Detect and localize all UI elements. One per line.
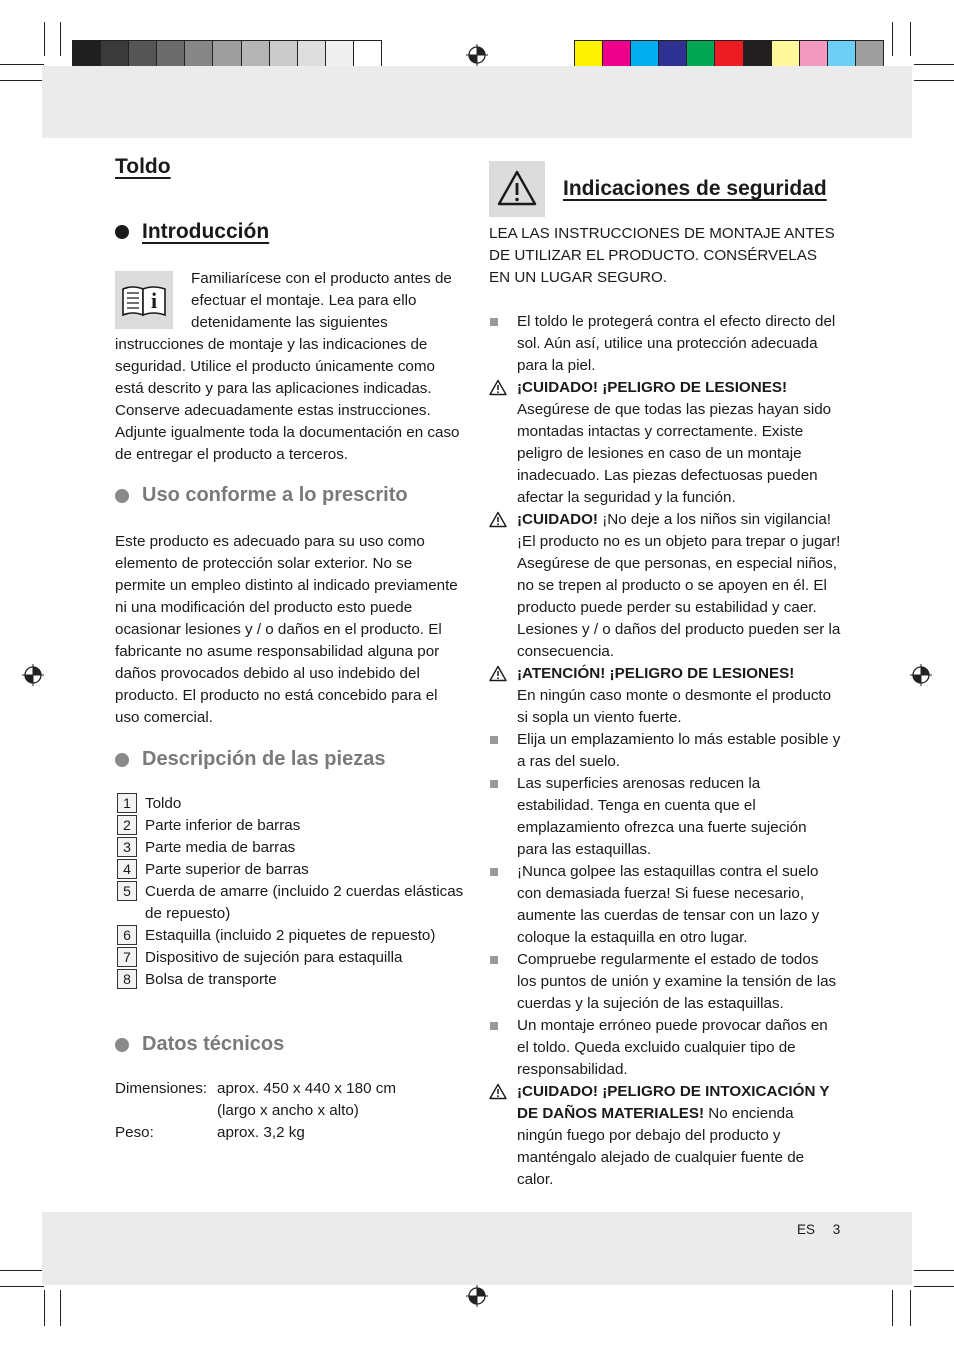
part-label: Toldo (145, 795, 182, 812)
header-band (42, 66, 912, 138)
warning-heading: ¡ATENCIÓN! ¡PELIGRO DE LESIONES! (517, 665, 795, 682)
square-bullet-icon (490, 780, 498, 788)
part-number: 8 (117, 969, 137, 989)
heading-bullet (115, 753, 129, 767)
warning-heading: ¡CUIDADO! (517, 511, 598, 528)
uso-heading (115, 484, 408, 507)
bullet-item (489, 861, 841, 949)
bullet-text: ¡Nunca golpee las estaquillas contra el suelo con demasiada fuerza! Si fuese necesario, aumente las cuerdas de tensar con un lazo y coloque la estaquilla en otro lugar. (517, 863, 820, 946)
crop-mark (892, 22, 893, 56)
bullet-item (489, 1015, 841, 1081)
table-row (115, 1100, 396, 1122)
list-item (117, 815, 467, 837)
warning-heading: ¡CUIDADO! ¡PELIGRO DE LESIONES! (517, 379, 788, 396)
datos-heading (115, 1033, 284, 1056)
uso-heading-text: Uso conforme a lo prescrito (142, 484, 408, 506)
peso-label: Peso: (115, 1124, 154, 1141)
piezas-heading (115, 748, 385, 771)
warning-triangle-icon (489, 161, 545, 217)
square-bullet-icon (490, 956, 498, 964)
registration-mark-icon (22, 664, 44, 686)
warning-triangle-icon (489, 511, 507, 528)
square-bullet-icon (490, 318, 498, 326)
part-number: 5 (117, 881, 137, 901)
list-item (117, 947, 467, 969)
heading-bullet (115, 225, 129, 239)
peso-value: aprox. 3,2 kg (217, 1124, 305, 1141)
warning-triangle-icon (489, 379, 507, 396)
list-item (117, 925, 467, 947)
list-item (117, 837, 467, 859)
square-bullet-icon (490, 868, 498, 876)
warning-triangle-icon (489, 1083, 507, 1100)
bullet-text: El toldo le protegerá contra el efecto directo del sol. Aún así, utilice una protección adecuada para la piel. (517, 313, 836, 374)
bullet-item (489, 311, 841, 377)
page-footer (797, 1222, 840, 1237)
crop-mark (60, 1290, 61, 1326)
parts-list (117, 793, 467, 991)
crop-mark (60, 22, 61, 56)
warning-text: Asegúrese de que todas las piezas hayan sido montadas intactas y correctamente. Existe peligro de lesiones en caso de un montaje inadecuado. Las piezas defectuosas pueden afectar la seguridad y la función. (517, 401, 832, 506)
language-code: ES (797, 1222, 816, 1237)
part-number: 6 (117, 925, 137, 945)
crop-mark (0, 80, 44, 81)
part-label: Parte inferior de barras (145, 817, 301, 834)
bullet-item (489, 773, 841, 861)
registration-mark-icon (466, 44, 488, 66)
warning-text: ¡No deje a los niños sin vigilancia! ¡El producto no es un objeto para trepar o jugar! Asegúrese de que personas, en especial niños, no se trepen al producto o se apoyen en él. El producto puede perder su estabilidad y caer. Lesiones y / o daños del producto pueden ser la consecuencia. (517, 511, 841, 660)
square-bullet-icon (490, 1022, 498, 1030)
safety-list (489, 311, 841, 1191)
datos-heading-text: Datos técnicos (142, 1033, 285, 1055)
intro-paragraph: Familiarícese con el producto antes de efectuar el montaje. Lea para ello detenidamente las siguientes instrucciones de montaje y las indicaciones de seguridad. Utilice el producto únicamente como está descrito y para las aplicaciones indicadas. Conserve adecuadamente estas instrucciones. Adjunte igualmente toda la documentación en caso de entregar el producto a terceros. (115, 270, 460, 463)
crop-mark (0, 1286, 44, 1287)
part-number: 4 (117, 859, 137, 879)
dim-note: (largo x ancho x alto) (217, 1102, 359, 1119)
warning-item (489, 509, 841, 663)
warning-heading: ¡CUIDADO! ¡PELIGRO DE INTOXICACIÓN Y DE DAÑOS MATERIALES! (517, 1083, 830, 1122)
heading-bullet (115, 489, 129, 503)
crop-mark (914, 1286, 954, 1287)
warning-item (489, 663, 841, 729)
bullet-text: Elija un emplazamiento lo más estable posible y a ras del suelo. (517, 731, 841, 770)
seguridad-heading: Indicaciones de seguridad (563, 177, 827, 200)
crop-mark (44, 22, 45, 56)
uso-paragraph: Este producto es adecuado para su uso como elemento de protección solar exterior. No se permite un empleo distinto al indicado previamente ni una modificación del producto esto puede ocasionar lesiones y / o daños en el producto. El fabricante no asume responsabilidad alguna por daños provocados debido al uso indebido del producto. El producto no está concebido para el uso comercial. (115, 533, 458, 726)
list-item (117, 859, 467, 881)
crop-mark (0, 64, 44, 65)
list-item (117, 793, 467, 815)
heading-bullet (115, 1038, 129, 1052)
crop-mark (914, 64, 954, 65)
part-label: Estaquilla (incluido 2 piquetes de repuesto) (145, 927, 436, 944)
part-label: Dispositivo de sujeción para estaquilla (145, 949, 403, 966)
bullet-text: Las superficies arenosas reducen la estabilidad. Tenga en cuenta que el emplazamiento ofrezca una fuerte sujeción para las estaquillas. (517, 775, 807, 858)
square-bullet-icon (490, 736, 498, 744)
crop-mark (910, 1290, 911, 1326)
warning-item (489, 1081, 841, 1191)
list-item (117, 969, 467, 991)
part-number: 3 (117, 837, 137, 857)
bullet-item (489, 949, 841, 1015)
page-title: Toldo (115, 155, 171, 178)
list-item (117, 881, 467, 925)
warning-item (489, 377, 841, 509)
bullet-text: Compruebe regularmente el estado de todos los puntos de unión y examine la tensión de las cuerdas y la sujeción de las estaquillas. (517, 951, 837, 1012)
part-label: Parte media de barras (145, 839, 296, 856)
footer-band (42, 1212, 912, 1285)
piezas-heading-text: Descripción de las piezas (142, 748, 386, 770)
warning-text: No encienda ningún fuego por debajo del producto y manténgalo alejado de cualquier fuente de calor. (517, 1105, 805, 1188)
table-row (115, 1078, 396, 1100)
crop-mark (0, 1270, 44, 1271)
seguridad-lead: LEA LAS INSTRUCCIONES DE MONTAJE ANTES DE UTILIZAR EL PRODUCTO. CONSÉRVELAS EN UN LUGAR SEGURO. (489, 225, 835, 286)
intro-heading (115, 220, 269, 244)
svg-text:i: i (150, 288, 158, 313)
crop-mark (914, 1270, 954, 1271)
part-number: 2 (117, 815, 137, 835)
intro-heading-text: Introducción (142, 220, 270, 243)
part-number: 1 (117, 793, 137, 813)
crop-mark (914, 80, 954, 81)
bullet-item (489, 729, 841, 773)
bullet-text: Un montaje erróneo puede provocar daños en el toldo. Queda excluido cualquier tipo de responsabilidad. (517, 1017, 828, 1078)
registration-mark-icon (910, 664, 932, 686)
part-label: Bolsa de transporte (145, 971, 277, 988)
part-label: Cuerda de amarre (incluido 2 cuerdas elásticas de repuesto) (145, 883, 464, 922)
dim-label: Dimensiones: (115, 1080, 208, 1097)
crop-mark (910, 22, 911, 56)
registration-mark-icon (466, 1285, 488, 1307)
page-number: 3 (832, 1222, 841, 1237)
crop-mark (44, 1290, 45, 1326)
part-number: 7 (117, 947, 137, 967)
tech-data-table (115, 1078, 396, 1144)
dim-value: aprox. 450 x 440 x 180 cm (217, 1080, 396, 1097)
warning-text: En ningún caso monte o desmonte el producto si sopla un viento fuerte. (517, 687, 832, 726)
crop-mark (892, 1290, 893, 1326)
part-label: Parte superior de barras (145, 861, 309, 878)
warning-triangle-icon (489, 665, 507, 682)
table-row (115, 1122, 396, 1144)
